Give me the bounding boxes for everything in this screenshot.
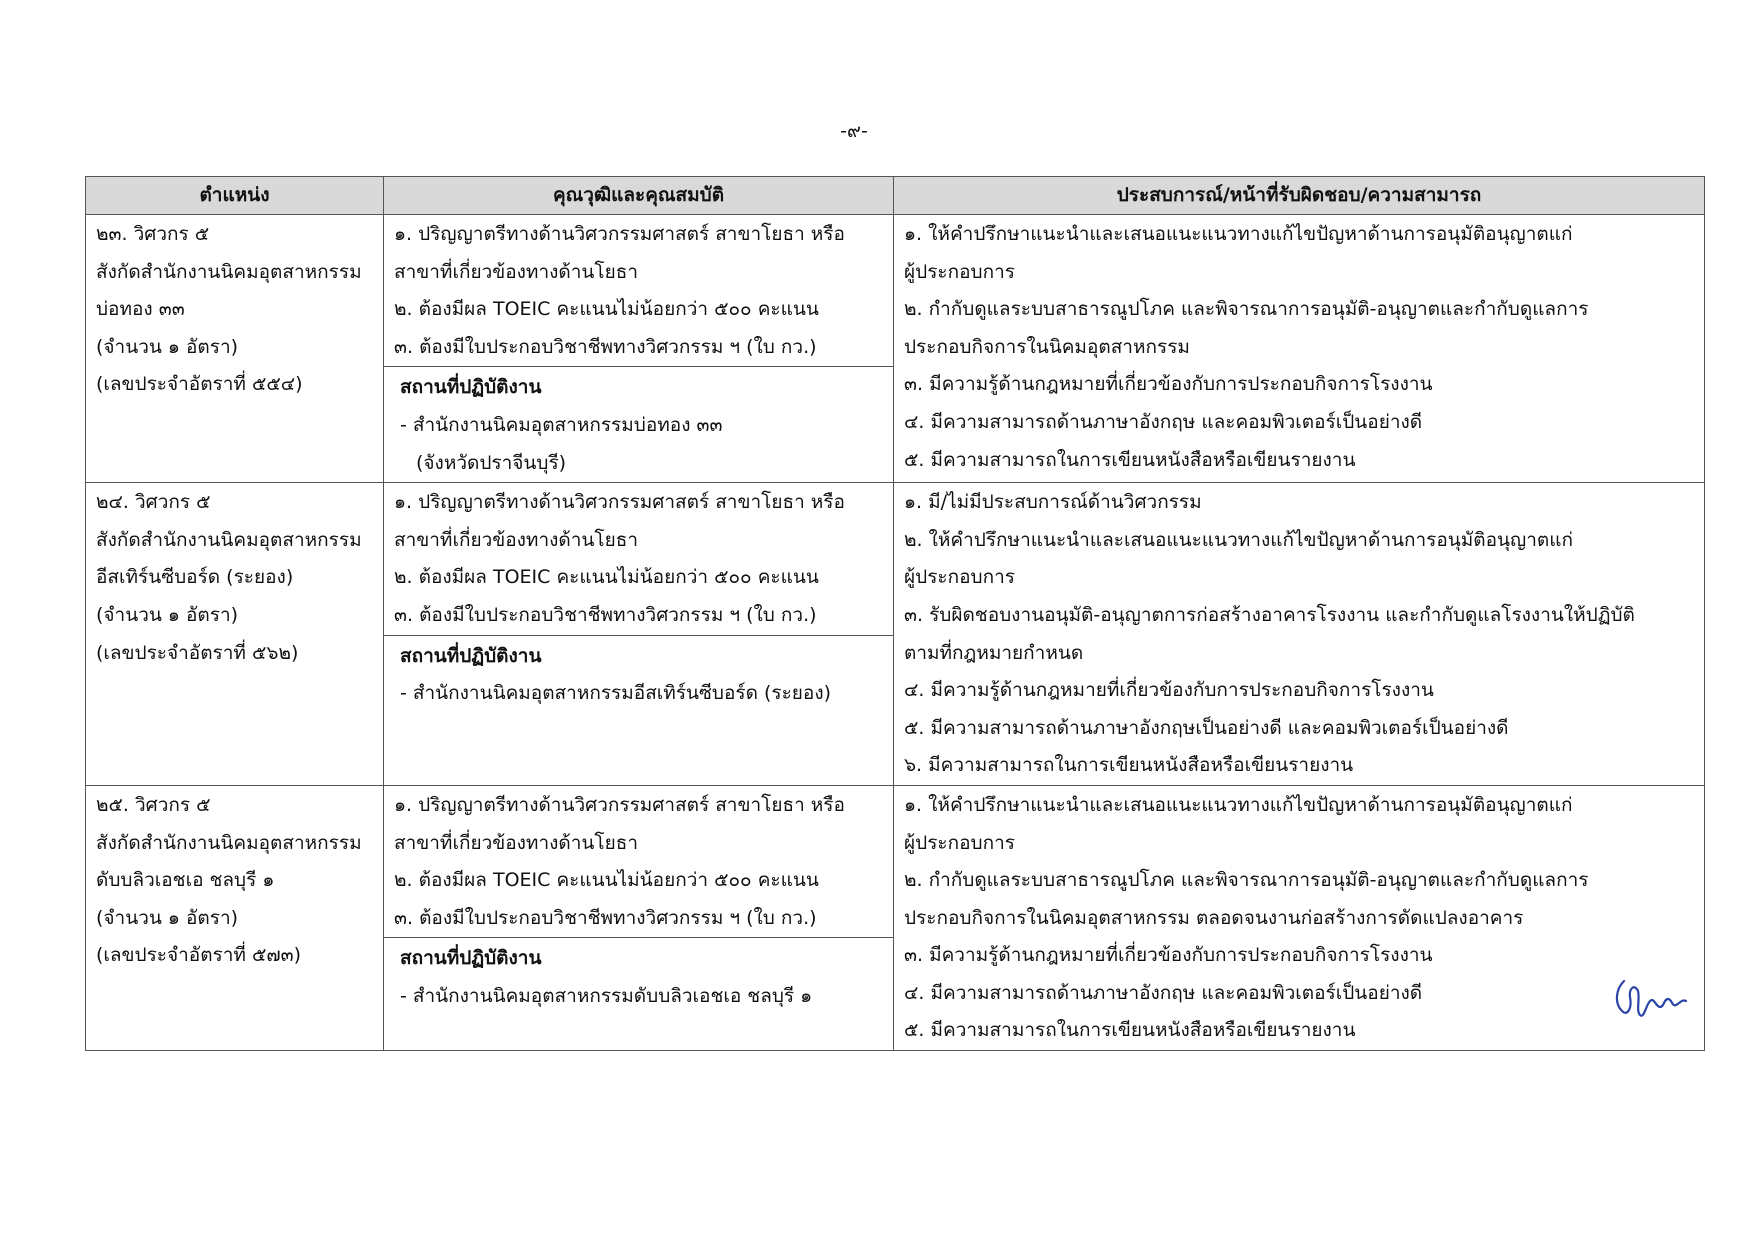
- experience-line: ๕. มีความสามารถในการเขียนหนังสือหรือเขียนรายงาน: [904, 1019, 1356, 1042]
- workplace-heading: สถานที่ปฏิบัติงาน: [400, 947, 542, 970]
- experience-line: ผู้ประกอบการ: [904, 260, 1015, 283]
- experience-line: ๔. มีความสามารถด้านภาษาอังกฤษ และคอมพิวเตอร์เป็นอย่างดี: [904, 981, 1423, 1004]
- workplace-section: [384, 367, 893, 482]
- position-number: (เลขประจำอัตราที่ ๕๕๔): [96, 373, 303, 396]
- qualification-line: ๑. ปริญญาตรีทางด้านวิศวกรรมศาสตร์ สาขาโยธา หรือ: [394, 491, 845, 514]
- experience-line: ๑. มี/ไม่มีประสบการณ์ด้านวิศวกรรม: [904, 491, 1202, 514]
- position-line: บ่อทอง ๓๓: [96, 298, 185, 321]
- experience-line: ๑. ให้คำปรึกษาแนะนำและเสนอแนะแนวทางแก้ไขปัญหาด้านการอนุมัติอนุญาตแก่: [904, 793, 1573, 816]
- workplace-line: - สำนักงานนิคมอุตสาหกรรมบ่อทอง ๓๓: [400, 413, 723, 436]
- qualification-line: ๓. ต้องมีใบประกอบวิชาชีพทางวิศวกรรม ฯ (ใบ กว.): [394, 335, 817, 358]
- position-line: ดับบลิวเอชเอ ชลบุรี ๑: [96, 869, 275, 892]
- header-qualifications: คุณวุฒิและคุณสมบัติ: [384, 177, 894, 215]
- experience-line: ๑. ให้คำปรึกษาแนะนำและเสนอแนะแนวทางแก้ไขปัญหาด้านการอนุมัติอนุญาตแก่: [904, 223, 1573, 245]
- positions-table: [85, 176, 1705, 1051]
- qualification-line: ๒. ต้องมีผล TOEIC คะแนนไม่น้อยกว่า ๕๐๐ คะแนน: [394, 869, 819, 892]
- position-line: สังกัดสำนักงานนิคมอุตสาหกรรม: [96, 260, 362, 283]
- experience-cell: [894, 785, 1705, 1050]
- table-header-row: [86, 177, 1705, 215]
- experience-line: ประกอบกิจการในนิคมอุตสาหกรรม ตลอดจนงานก่อสร้างการดัดแปลงอาคาร: [904, 906, 1524, 929]
- table-row: [86, 215, 1705, 483]
- experience-line: ผู้ประกอบการ: [904, 566, 1015, 589]
- workplace-heading: สถานที่ปฏิบัติงาน: [400, 376, 542, 399]
- page-number: -๙-: [840, 120, 868, 142]
- position-cell: [86, 785, 384, 1050]
- qualification-line: สาขาที่เกี่ยวข้องทางด้านโยธา: [394, 260, 638, 283]
- position-count: (จำนวน ๑ อัตรา): [96, 603, 239, 626]
- experience-cell: [894, 483, 1705, 786]
- workplace-section: [384, 636, 893, 713]
- position-number: (เลขประจำอัตราที่ ๕๗๓): [96, 944, 302, 967]
- signature-icon: [1610, 977, 1688, 1021]
- qualification-line: ๑. ปริญญาตรีทางด้านวิศวกรรมศาสตร์ สาขาโยธา หรือ: [394, 223, 845, 245]
- header-position: ตำแหน่ง: [86, 177, 384, 215]
- table-row: [86, 785, 1705, 1050]
- position-title: ๒๔. วิศวกร ๕: [96, 491, 211, 514]
- experience-line: ๓. รับผิดชอบงานอนุมัติ-อนุญาตการก่อสร้างอาคารโรงงาน และกำกับดูแลโรงงานให้ปฏิบัติ: [904, 603, 1635, 626]
- workplace-section: [384, 938, 893, 1015]
- experience-cell: [894, 215, 1705, 483]
- experience-line: ๒. ให้คำปรึกษาแนะนำและเสนอแนะแนวทางแก้ไขปัญหาด้านการอนุมัติอนุญาตแก่: [904, 528, 1573, 551]
- qualification-line: ๒. ต้องมีผล TOEIC คะแนนไม่น้อยกว่า ๕๐๐ คะแนน: [394, 298, 819, 321]
- qualification-line: ๓. ต้องมีใบประกอบวิชาชีพทางวิศวกรรม ฯ (ใบ กว.): [394, 906, 817, 929]
- position-count: (จำนวน ๑ อัตรา): [96, 906, 239, 929]
- qualification-line: ๓. ต้องมีใบประกอบวิชาชีพทางวิศวกรรม ฯ (ใบ กว.): [394, 603, 817, 626]
- experience-line: ๖. มีความสามารถในการเขียนหนังสือหรือเขียนรายงาน: [904, 754, 1354, 777]
- experience-line: ๕. มีความสามารถด้านภาษาอังกฤษเป็นอย่างดี และคอมพิวเตอร์เป็นอย่างดี: [904, 716, 1509, 739]
- qualification-line: สาขาที่เกี่ยวข้องทางด้านโยธา: [394, 528, 638, 551]
- position-number: (เลขประจำอัตราที่ ๕๖๒): [96, 641, 299, 664]
- position-cell: [86, 215, 384, 483]
- qualifications-cell: [384, 483, 894, 786]
- position-line: สังกัดสำนักงานนิคมอุตสาหกรรม: [96, 831, 362, 854]
- workplace-line: - สำนักงานนิคมอุตสาหกรรมดับบลิวเอชเอ ชลบุรี ๑: [400, 984, 813, 1007]
- position-line: อีสเทิร์นซีบอร์ด (ระยอง): [96, 566, 294, 589]
- experience-line: ๔. มีความรู้ด้านกฎหมายที่เกี่ยวข้องกับการประกอบกิจการโรงงาน: [904, 679, 1434, 702]
- experience-line: ประกอบกิจการในนิคมอุตสาหกรรม: [904, 335, 1190, 358]
- experience-line: ๓. มีความรู้ด้านกฎหมายที่เกี่ยวข้องกับการประกอบกิจการโรงงาน: [904, 373, 1433, 396]
- position-count: (จำนวน ๑ อัตรา): [96, 335, 239, 358]
- workplace-line: - สำนักงานนิคมอุตสาหกรรมอีสเทิร์นซีบอร์ด (ระยอง): [400, 682, 832, 705]
- workplace-line: (จังหวัดปราจีนบุรี): [416, 451, 567, 474]
- experience-line: ตามที่กฎหมายกำหนด: [904, 641, 1084, 664]
- position-title: ๒๓. วิศวกร ๕: [96, 223, 210, 245]
- table-row: [86, 483, 1705, 786]
- experience-line: ๔. มีความสามารถด้านภาษาอังกฤษ และคอมพิวเตอร์เป็นอย่างดี: [904, 410, 1423, 433]
- experience-line: ๕. มีความสามารถในการเขียนหนังสือหรือเขียนรายงาน: [904, 448, 1356, 471]
- header-experience: ประสบการณ์/หน้าที่รับผิดชอบ/ความสามารถ: [894, 177, 1705, 215]
- position-title: ๒๕. วิศวกร ๕: [96, 793, 211, 816]
- qualifications-cell: [384, 785, 894, 1050]
- qualification-line: ๒. ต้องมีผล TOEIC คะแนนไม่น้อยกว่า ๕๐๐ คะแนน: [394, 566, 819, 589]
- qualifications-list: [384, 786, 893, 938]
- qualifications-list: [384, 483, 893, 635]
- qualification-line: ๑. ปริญญาตรีทางด้านวิศวกรรมศาสตร์ สาขาโยธา หรือ: [394, 793, 845, 816]
- experience-line: ผู้ประกอบการ: [904, 831, 1015, 854]
- qualifications-cell: [384, 215, 894, 483]
- qualifications-list: [384, 215, 893, 367]
- position-cell: [86, 483, 384, 786]
- qualification-line: สาขาที่เกี่ยวข้องทางด้านโยธา: [394, 831, 638, 854]
- experience-line: ๓. มีความรู้ด้านกฎหมายที่เกี่ยวข้องกับการประกอบกิจการโรงงาน: [904, 944, 1433, 967]
- experience-line: ๒. กำกับดูแลระบบสาธารณูปโภค และพิจารณาการอนุมัติ-อนุญาตและกำกับดูแลการ: [904, 869, 1589, 892]
- experience-line: ๒. กำกับดูแลระบบสาธารณูปโภค และพิจารณาการอนุมัติ-อนุญาตและกำกับดูแลการ: [904, 298, 1589, 321]
- position-line: สังกัดสำนักงานนิคมอุตสาหกรรม: [96, 528, 362, 551]
- workplace-heading: สถานที่ปฏิบัติงาน: [400, 644, 542, 667]
